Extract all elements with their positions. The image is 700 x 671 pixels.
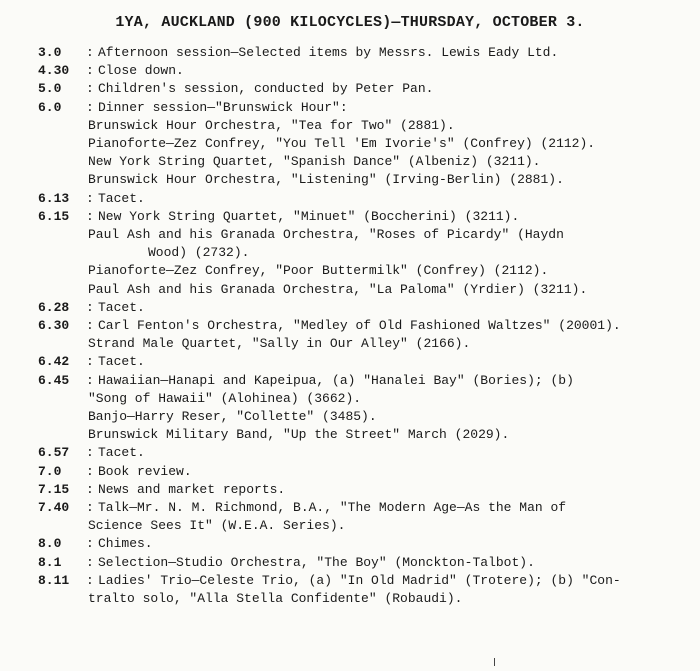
- entry-time: 4.30: [38, 63, 70, 79]
- entry-text: Book review.: [98, 463, 192, 479]
- entry-row: 6.15 : New York String Quartet, "Minuet" (Boccherini) (3211).: [38, 208, 698, 226]
- entry-continuation: Brunswick Hour Orchestra, "Tea for Two" (2881).: [88, 117, 455, 133]
- entry-continuation: Strand Male Quartet, "Sally in Our Alley" (2166).: [88, 336, 471, 352]
- entry-row: 8.1 : Selection—Studio Orchestra, "The Boy" (Monckton-Talbot).: [38, 554, 698, 572]
- entry-text: Tacet.: [98, 445, 145, 461]
- entry-time: 6.13: [38, 190, 70, 206]
- entry-continuation: Paul Ash and his Granada Orchestra, "La Paloma" (Yrdier) (3211).: [88, 281, 588, 297]
- entry-time: 6.0: [38, 99, 62, 115]
- entry-text: Chimes.: [98, 536, 153, 552]
- entry-time: 7.15: [38, 481, 70, 497]
- entry-text: Hawaiian—Hanapi and Kapeipua, (a) "Hanalei Bay" (Bories); (b): [98, 372, 574, 388]
- entry-row: 6.57 : Tacet.: [38, 444, 698, 462]
- entry-time: 6.45: [38, 372, 70, 388]
- entry-time: 5.0: [38, 81, 62, 97]
- entry-continuation: "Song of Hawaii" (Alohinea) (3662).: [88, 390, 362, 406]
- entry-continuation: Brunswick Military Band, "Up the Street" March (2029).: [88, 427, 510, 443]
- entry-row: 7.15 : News and market reports.: [38, 481, 698, 499]
- entry-row: 7.40 : Talk—Mr. N. M. Richmond, B.A., "The Modern Age—As the Man of: [38, 499, 698, 517]
- entry-continuation: Wood) (2732).: [148, 245, 250, 261]
- entry-text: Children's session, conducted by Peter Pan.: [98, 81, 434, 97]
- entry-time: 6.15: [38, 208, 70, 224]
- entry-time: 6.30: [38, 318, 70, 334]
- entry-time: 8.11: [38, 572, 70, 588]
- entry-row: 6.28 : Tacet.: [38, 299, 698, 317]
- entry-row: 6.13 : Tacet.: [38, 190, 698, 208]
- entry-continuation: Pianoforte—Zez Confrey, "Poor Buttermilk" (Confrey) (2112).: [88, 263, 549, 279]
- print-mark: [494, 658, 495, 666]
- entry-text: Carl Fenton's Orchestra, "Medley of Old Fashioned Waltzes" (20001).: [98, 318, 621, 334]
- entry-time: 7.40: [38, 500, 70, 516]
- entry-row: 8.0 : Chimes.: [38, 535, 698, 553]
- entry-row: 7.0 : Book review.: [38, 463, 698, 481]
- entry-continuation: Pianoforte—Zez Confrey, "You Tell 'Em Ivorie's" (Confrey) (2112).: [88, 136, 596, 152]
- entry-text: Close down.: [98, 63, 184, 79]
- entry-time: 6.28: [38, 299, 70, 315]
- entry-continuation: Brunswick Hour Orchestra, "Listening" (Irving-Berlin) (2881).: [88, 172, 564, 188]
- entry-continuation: Science Sees It" (W.E.A. Series).: [88, 518, 346, 534]
- entry-row: 4.30 : Close down.: [38, 62, 698, 80]
- entry-time: 7.0: [38, 463, 62, 479]
- entry-text: New York String Quartet, "Minuet" (Boccherini) (3211).: [98, 208, 520, 224]
- entry-row: 6.42 : Tacet.: [38, 353, 698, 371]
- entry-text: Tacet.: [98, 354, 145, 370]
- page-title: 1YA, AUCKLAND (900 KILOCYCLES)—THURSDAY, OCTOBER 3.: [115, 14, 585, 31]
- entry-row: 3.0 : Afternoon session—Selected items by Messrs. Lewis Eady Ltd.: [38, 44, 698, 62]
- entry-time: 6.57: [38, 445, 70, 461]
- programme-schedule: [38, 44, 698, 608]
- entry-continuation: tralto solo, "Alla Stella Confidente" (Robaudi).: [88, 591, 463, 607]
- entry-row: 5.0 : Children's session, conducted by Peter Pan.: [38, 80, 698, 98]
- entry-time: 3.0: [38, 45, 62, 60]
- entry-continuation: New York String Quartet, "Spanish Dance" (Albeniz) (3211).: [88, 154, 541, 170]
- entry-text: Afternoon session—Selected items by Messrs. Lewis Eady Ltd.: [98, 45, 559, 60]
- entry-text: Ladies' Trio—Celeste Trio, (a) "In Old Madrid" (Trotere); (b) "Con-: [98, 572, 621, 588]
- entry-continuation: Paul Ash and his Granada Orchestra, "Roses of Picardy" (Haydn: [88, 227, 564, 243]
- entry-continuation: Banjo—Harry Reser, "Collette" (3485).: [88, 409, 377, 425]
- entry-row: 8.11 : Ladies' Trio—Celeste Trio, (a) "In Old Madrid" (Trotere); (b) "Con-: [38, 572, 698, 590]
- entry-row: 6.45 : Hawaiian—Hanapi and Kapeipua, (a) "Hanalei Bay" (Bories); (b): [38, 372, 698, 390]
- entry-time: 8.1: [38, 554, 62, 570]
- entry-text: Tacet.: [98, 299, 145, 315]
- entry-text: Talk—Mr. N. M. Richmond, B.A., "The Modern Age—As the Man of: [98, 500, 567, 516]
- entry-time: 8.0: [38, 536, 62, 552]
- entry-text: Tacet.: [98, 190, 145, 206]
- entry-text: Selection—Studio Orchestra, "The Boy" (Monckton-Talbot).: [98, 554, 535, 570]
- entry-row: 6.0 : Dinner session—"Brunswick Hour":: [38, 99, 698, 117]
- entry-text: Dinner session—"Brunswick Hour":: [98, 99, 348, 115]
- entry-row: 6.30 : Carl Fenton's Orchestra, "Medley of Old Fashioned Waltzes" (20001).: [38, 317, 698, 335]
- entry-time: 6.42: [38, 354, 70, 370]
- entry-text: News and market reports.: [98, 481, 286, 497]
